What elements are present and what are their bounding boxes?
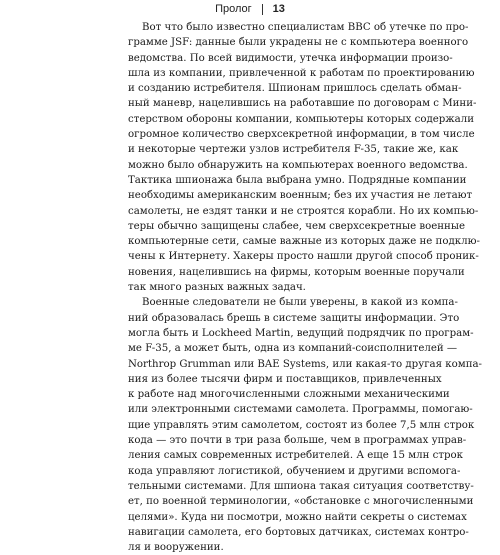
text-line: можно было обнаружить на компьютерах военного ведомства. <box>128 159 468 171</box>
text-line: Тактика шпионажа была выбрана умно. Подрядные компании <box>128 174 467 186</box>
paragraph-2 <box>114 295 483 555</box>
text-line: новения, нацелившись на фирмы, которым военные поручали <box>128 266 465 278</box>
text-line: к работе над многочисленными сложными механическими <box>128 389 450 401</box>
page-number: 13 <box>272 3 285 15</box>
text-line: и некоторые чертежи узлов истребителя F-35, такие же, как <box>128 144 459 156</box>
text-line: ний образовалась брешь в системе защиты информации. Это <box>128 312 460 324</box>
text-line: ния из более тысячи фирм и поставщиков, привлеченных <box>128 373 442 385</box>
text-line: Northrop Grumman или BAE Systems, или какая-то другая компа- <box>128 358 483 370</box>
text-line: самолеты, не ездят танки и не строятся корабли. Но их компью- <box>128 205 479 217</box>
text-line: ления самых современных истребителей. А еще 15 млн строк <box>128 450 464 462</box>
text-line: ет, по военной терминологии, «обстановке с многочисленными <box>128 496 474 508</box>
header-divider <box>262 4 263 15</box>
text-line: ведомства. По всей видимости, утечка информации произо- <box>128 52 453 64</box>
paragraph-1 <box>114 20 480 295</box>
text-line: теры обычно защищены слабее, чем сверхсекретные военные <box>128 220 465 232</box>
text-line: целями». Куда ни посмотри, можно найти секреты о системах <box>128 511 467 523</box>
text-line: компьютерные сети, самые важные из которых даже не подклю- <box>128 236 480 248</box>
body-text <box>114 20 483 555</box>
text-line: навигации самолета, его бортовых датчиках, системах контро- <box>128 526 469 538</box>
text-line: могла быть и Lockheed Martin, ведущий подрядчик по програм- <box>128 327 474 339</box>
text-line: чены к Интернету. Хакеры просто нашли другой способ проник- <box>128 251 479 263</box>
text-line: огромное количество сверхсекретной информации, в том числе <box>128 129 475 141</box>
text-line: ля и вооружении. <box>128 542 224 554</box>
text-line: тельными системами. Для шпиона такая ситуация соответству- <box>128 480 474 492</box>
running-header <box>0 2 500 16</box>
text-line: необходимы американским военным; без их участия не летают <box>128 190 473 202</box>
text-line: шла из компании, привлеченной к работам по проектированию <box>128 67 475 79</box>
text-line: Вот что было известно специалистам BBC об утечке по про- <box>142 22 469 33</box>
text-line: ный маневр, нацелившись на работавшие по договорам с Мини- <box>128 98 477 110</box>
text-line: ме F-35, а может быть, одна из компаний-соисполнителей — <box>128 343 458 355</box>
text-line: так много разных важных задач. <box>128 282 306 294</box>
text-line: кода — это почти в три раза больше, чем в программах управ- <box>128 435 467 447</box>
section-title: Пролог <box>215 3 252 15</box>
text-line: или электронными системами самолета. Программы, помогаю- <box>128 404 473 416</box>
text-line: стерством обороны компании, компьютеры которых содержали <box>128 113 475 125</box>
text-line: и созданию истребителя. Шпионам пришлось сделать обман- <box>128 83 462 95</box>
text-line: Военные следователи не были уверены, в какой из компа- <box>142 297 458 309</box>
text-line: кода управляют логистикой, обучением и другими вспомога- <box>128 465 461 477</box>
text-line: щие управлять этим самолетом, состоят из более 7,5 млн строк <box>128 419 475 431</box>
text-line: грамме JSF: данные были украдены не с компьютера военного <box>128 37 469 49</box>
